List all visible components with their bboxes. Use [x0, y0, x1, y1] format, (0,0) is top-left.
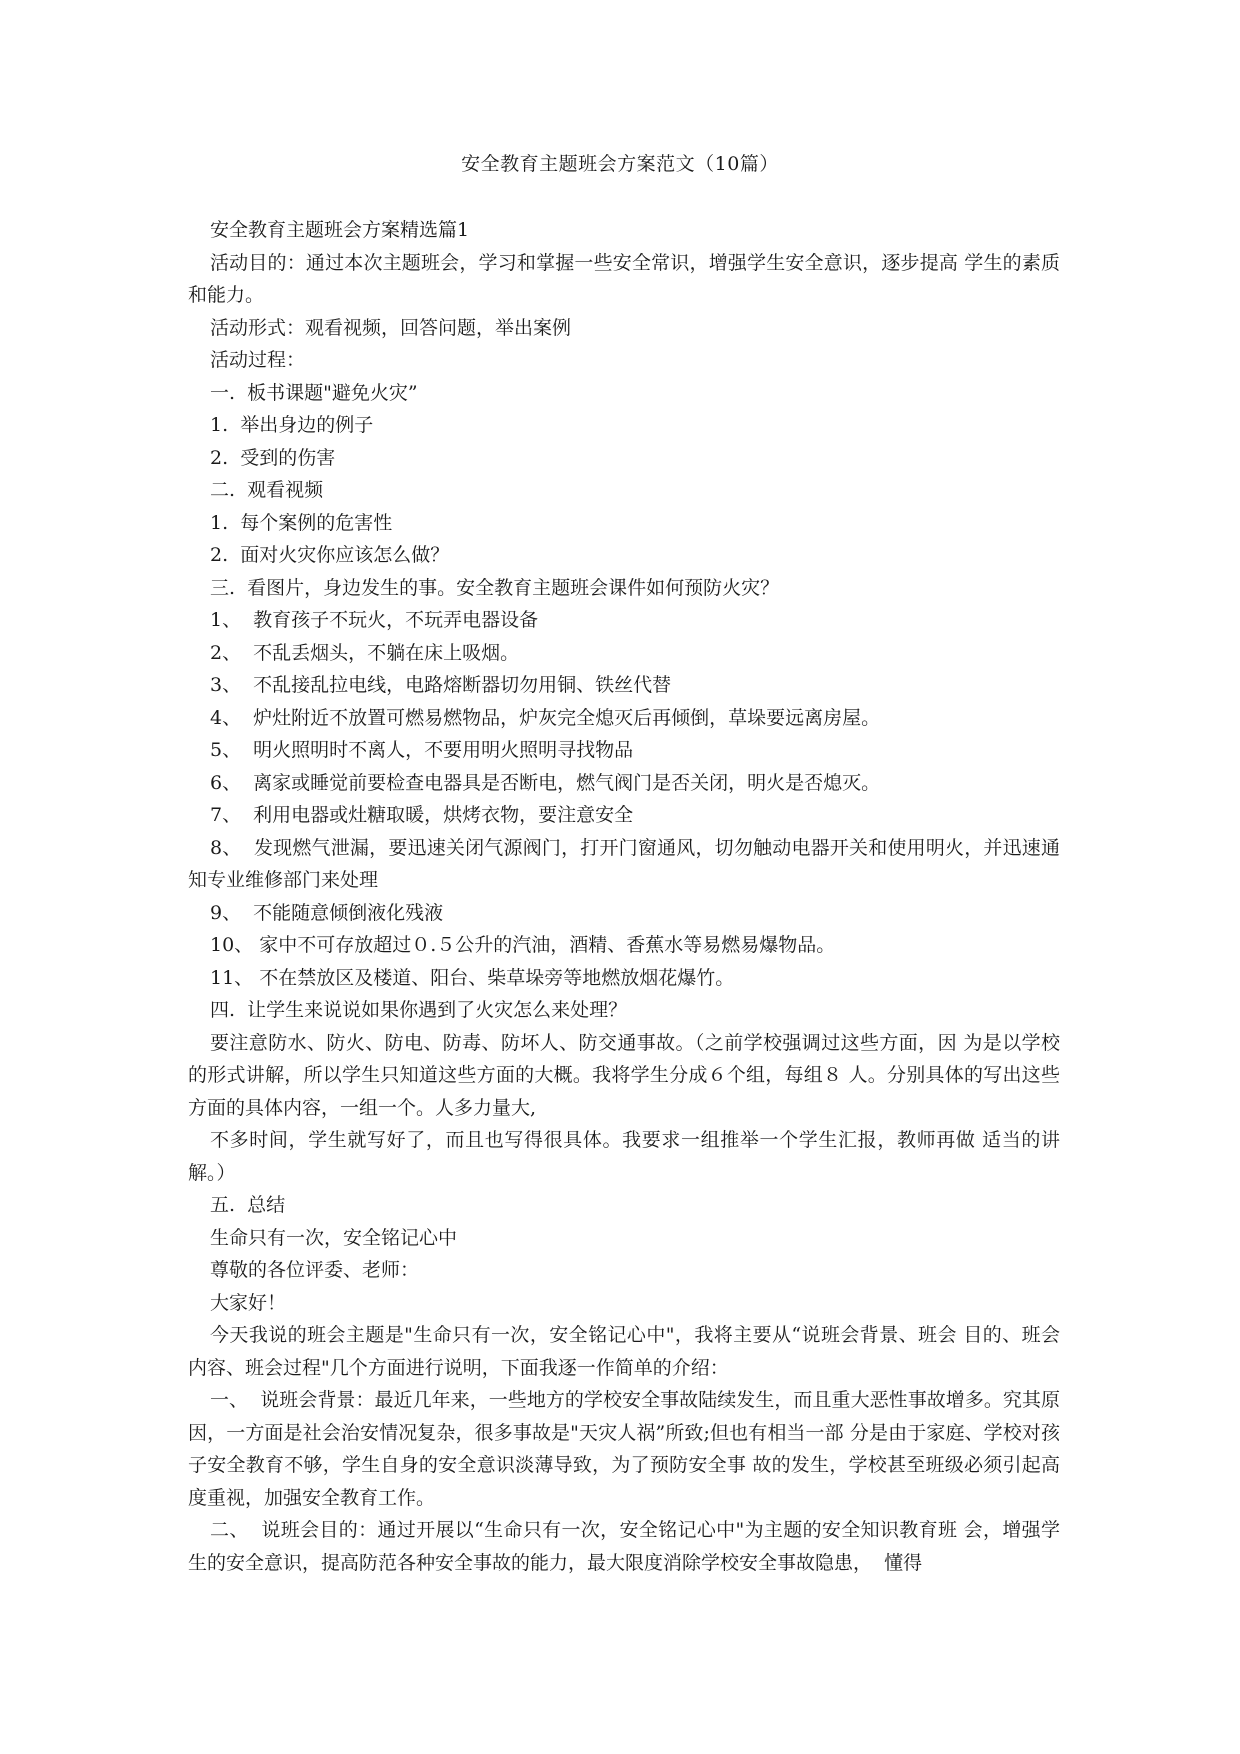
- paragraph: 10、 家中不可存放超过０.５公升的汽油，酒精、香蕉水等易燃易爆物品。: [210, 934, 836, 956]
- paragraph: 2. 受到的伤害: [210, 446, 336, 469]
- paragraph: 活动过程：: [210, 349, 306, 371]
- document-body: [188, 214, 1060, 1579]
- paragraph: 1. 每个案例的危害性: [210, 511, 393, 534]
- paragraph: 2、 不乱丢烟头，不躺在床上吸烟。: [210, 641, 520, 664]
- document-title: 安全教育主题班会方案范文（10篇）: [461, 153, 779, 175]
- paragraph: 11、 不在禁放区及楼道、阳台、柴草垛旁等地燃放烟花爆竹。: [210, 966, 735, 989]
- paragraph: 3、 不乱接乱拉电线，电路熔断器切勿用铜、铁丝代替: [210, 674, 672, 696]
- paragraph: 四. 让学生来说说如果你遇到了火灾怎么来处理？: [210, 999, 628, 1021]
- paragraph: 2. 面对火灾你应该怎么做？: [210, 544, 450, 566]
- paragraph: 活动目的：通过本次主题班会，学习和掌握一些安全常识，增强学生安全意识，逐步提高 学生的素质和能力。: [188, 251, 1060, 306]
- paragraph: 6、 离家或睡觉前要检查电器具是否断电，燃气阀门是否关闭，明火是否熄灭。: [210, 771, 881, 794]
- paragraph: 二. 观看视频: [210, 479, 324, 501]
- paragraph: 三. 看图片，身边发生的事。安全教育主题班会课件如何预防火灾？: [210, 576, 780, 599]
- paragraph: 五. 总结: [210, 1194, 286, 1216]
- paragraph: 8、 发现燃气泄漏，要迅速关闭气源阀门，打开门窗通风，切勿触动电器开关和使用明火，并迅速通知专业维修部门来处理: [188, 836, 1060, 891]
- paragraph: 9、 不能随意倾倒液化残液: [210, 901, 444, 924]
- paragraph: 大家好！: [210, 1291, 287, 1314]
- paragraph: 二、 说班会目的：通过开展以“生命只有一次，安全铭记心中"为主题的安全知识教育班 会，增强学生的安全意识，提高防范各种安全事故的能力，最大限度消除学校安全事故隐患， 懂得: [188, 1519, 1060, 1574]
- paragraph: 1、 教育孩子不玩火，不玩弄电器设备: [210, 609, 539, 631]
- paragraph: 安全教育主题班会方案精选篇1: [210, 219, 470, 241]
- paragraph: 7、 利用电器或灶糖取暖，烘烤衣物，要注意安全: [210, 804, 634, 826]
- paragraph: 5、 明火照明时不离人，不要用明火照明寻找物品: [210, 739, 634, 761]
- paragraph: 要注意防水、防火、防电、防毒、防坏人、防交通事故。（之前学校强调过这些方面，因 为是以学校的形式讲解，所以学生只知道这些方面的大概。我将学生分成６个组，每组８ 人。分别具体的写出这些方面的具体内容，一组一个。人多力量大,: [188, 1031, 1060, 1119]
- paragraph: 活动形式：观看视频，回答问题，举出案例: [210, 316, 572, 339]
- paragraph: 今天我说的班会主题是"生命只有一次，安全铭记心中"，我将主要从“说班会背景、班会 目的、班会内容、班会过程"几个方面进行说明，下面我逐一作简单的介绍：: [188, 1324, 1060, 1379]
- paragraph: 1. 举出身边的例子: [210, 414, 374, 436]
- paragraph: 一. 板书课题"避免火灾”: [210, 381, 418, 404]
- paragraph: 生命只有一次，安全铭记心中: [210, 1226, 458, 1249]
- paragraph: 不多时间，学生就写好了，而且也写得很具体。我要求一组推举一个学生汇报，教师再做 适当的讲解。）: [188, 1129, 1060, 1184]
- paragraph: 尊敬的各位评委、老师：: [210, 1259, 420, 1281]
- paragraph: 一、 说班会背景：最近几年来，一些地方的学校安全事故陆续发生，而且重大恶性事故增多。究其原因，一方面是社会治安情况复杂，很多事故是"天灾人祸”所致;但也有相当一部 分是由于家庭、学校对孩子安全教育不够，学生自身的安全意识淡薄导致，为了预防安全事 故的发生，学校甚至班级必须引起高度重视，加强安全教育工作。: [188, 1389, 1060, 1509]
- paragraph: 4、 炉灶附近不放置可燃易燃物品，炉灰完全熄灭后再倾倒，草垛要远离房屋。: [210, 706, 881, 729]
